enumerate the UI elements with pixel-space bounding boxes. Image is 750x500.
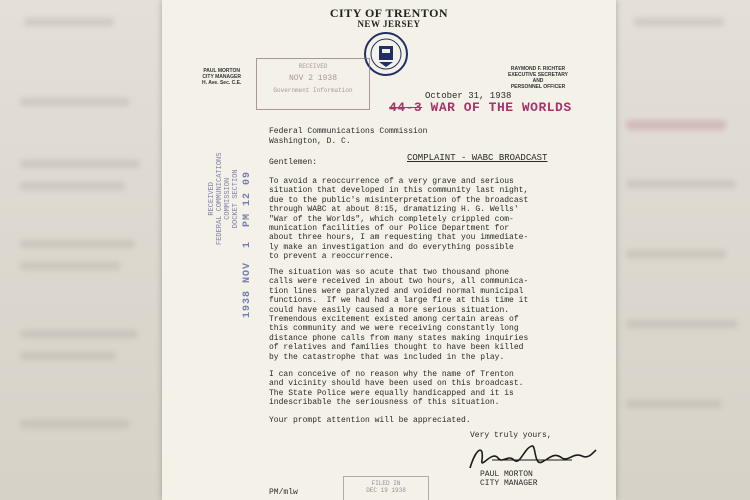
received-stamp-line3: Government Information <box>273 87 353 94</box>
side-stamp-date: 1938 NOV 1 PM 12 09 <box>242 170 253 318</box>
secretary-block <box>508 66 568 90</box>
paragraph-4: Your prompt attention will be appreciated. <box>269 416 471 425</box>
filed-stamp <box>343 476 429 500</box>
subject-line: COMPLAINT - WABC BROADCAST <box>407 153 548 163</box>
paragraph-2: The situation was so acute that two thousand phone calls were received in about two hours, all communica- tion lines were paralyzed and voided normal municipal functions. If we had had a large fire at this time it could have easily caused a more serious situation. Tremendous excitement existed among certain areas of this community and we were receiving constantly long distance phone calls from many states making inquiries of relatives and families thought to have been killed by the catastrophe that was included in the play. <box>269 268 529 362</box>
recipient-line-1: Federal Communications Commission <box>269 127 428 136</box>
closing: Very truly yours, <box>470 431 552 440</box>
struck-file-number: 44-3 <box>389 100 423 115</box>
received-stamp-line2: NOV 2 1938 <box>288 74 337 83</box>
secretary-name: RAYMOND F. RICHTER <box>510 66 566 72</box>
secretary-title-1: EXECUTIVE SECRETARY <box>508 72 569 78</box>
received-stamp-line1: RECEIVED <box>298 63 328 70</box>
city-seal-icon <box>364 32 408 76</box>
letter-document <box>162 0 616 500</box>
signer-name: PAUL MORTON <box>480 470 533 479</box>
paragraph-3: I can conceive of no reason why the name of Trenton and vicinity should have been used on this broadcast. The State Police were equally handicapped and it is indescribable the seriousness of this situation. <box>269 370 524 408</box>
city-manager-address: H. Ave. Sec. C.E. <box>202 80 242 86</box>
city-manager-title: CITY MANAGER <box>202 74 241 80</box>
handwritten-annotation <box>389 100 572 115</box>
letterhead-state: NEW JERSEY <box>357 19 421 29</box>
filed-stamp-line2: DEC 19 1938 <box>366 487 406 494</box>
annotation-text: WAR OF THE WORLDS <box>430 100 572 115</box>
salutation: Gentlemen: <box>269 158 318 167</box>
signer-title: CITY MANAGER <box>480 479 538 488</box>
secretary-title-3: PERSONNEL OFFICER <box>510 84 566 90</box>
background-right <box>616 0 750 500</box>
handwritten-signature <box>462 442 602 472</box>
typist-initials: PM/mlw <box>269 488 298 497</box>
received-stamp <box>256 58 370 110</box>
city-manager-block <box>202 68 241 86</box>
paragraph-1: To avoid a reoccurrence of a very grave and serious situation that developed in this community last night, due to the public's misinterpretation of the broadcast through WABC at about 8:15, dramatizing H. G. Wells' "War of the Worlds", which completely crippled com- munication facilities of our Police Department for about three hours, I am requesting that you immediate- ly make an investigation and do everything possible to prevent a reoccurrence. <box>269 177 529 262</box>
letterhead-city: CITY OF TRENTON <box>329 6 449 20</box>
side-received-stamp: RECEIVED FEDERAL COMMUNICATIONS COMMISSION DOCKET SECTION <box>208 152 240 245</box>
filed-stamp-line1: FILED IN <box>371 480 401 487</box>
background-left <box>0 0 162 500</box>
recipient-line-2: Washington, D. C. <box>269 137 351 146</box>
signature-block <box>480 470 538 488</box>
city-manager-name: PAUL MORTON <box>203 68 241 74</box>
secretary-title-2: AND <box>532 78 544 84</box>
letter-date: October 31, 1938 <box>425 91 512 101</box>
